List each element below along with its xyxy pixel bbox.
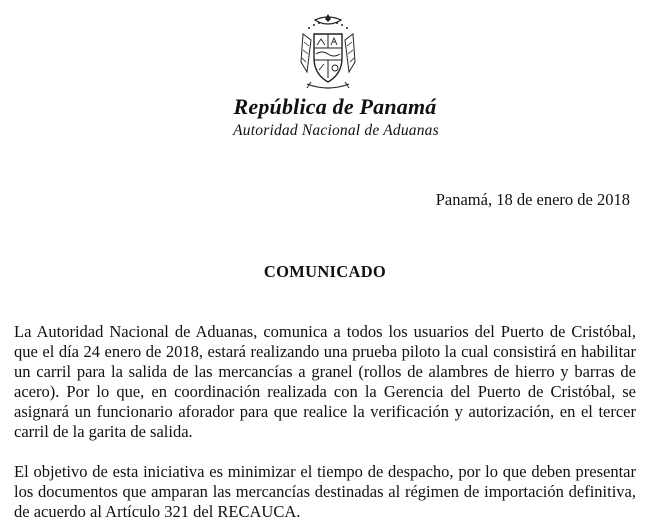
body-paragraph-2: El objetivo de esta iniciativa es minimizar el tiempo de despacho, por lo que deben presentar los documentos que amparan las mercancías destinadas al régimen de importación definitiva, de acuerdo al Artículo 321 del RECAUCA. — [14, 462, 636, 521]
letterhead-country: República de Panamá — [233, 94, 437, 119]
letterhead-agency: Autoridad Nacional de Aduanas — [233, 122, 439, 139]
document-heading: COMUNICADO — [263, 262, 387, 281]
document-date: Panamá, 18 de enero de 2018 — [435, 190, 630, 209]
coat-of-arms-icon — [297, 12, 359, 92]
body-paragraph-1: La Autoridad Nacional de Aduanas, comunica a todos los usuarios del Puerto de Cristóbal, que el día 24 enero de 2018, estará realizando una prueba piloto la cual consistirá en habilitar un carril para la salida de las mercancías a granel (rollos de alambres de hierro y barras de acero). Por lo que, en coordinación realizada con la Gerencia del Puerto de Cristóbal, se asignará un funcionario aforador para que realice la verificación y autorización, en el tercer carril de la garita de salida. — [14, 322, 636, 441]
